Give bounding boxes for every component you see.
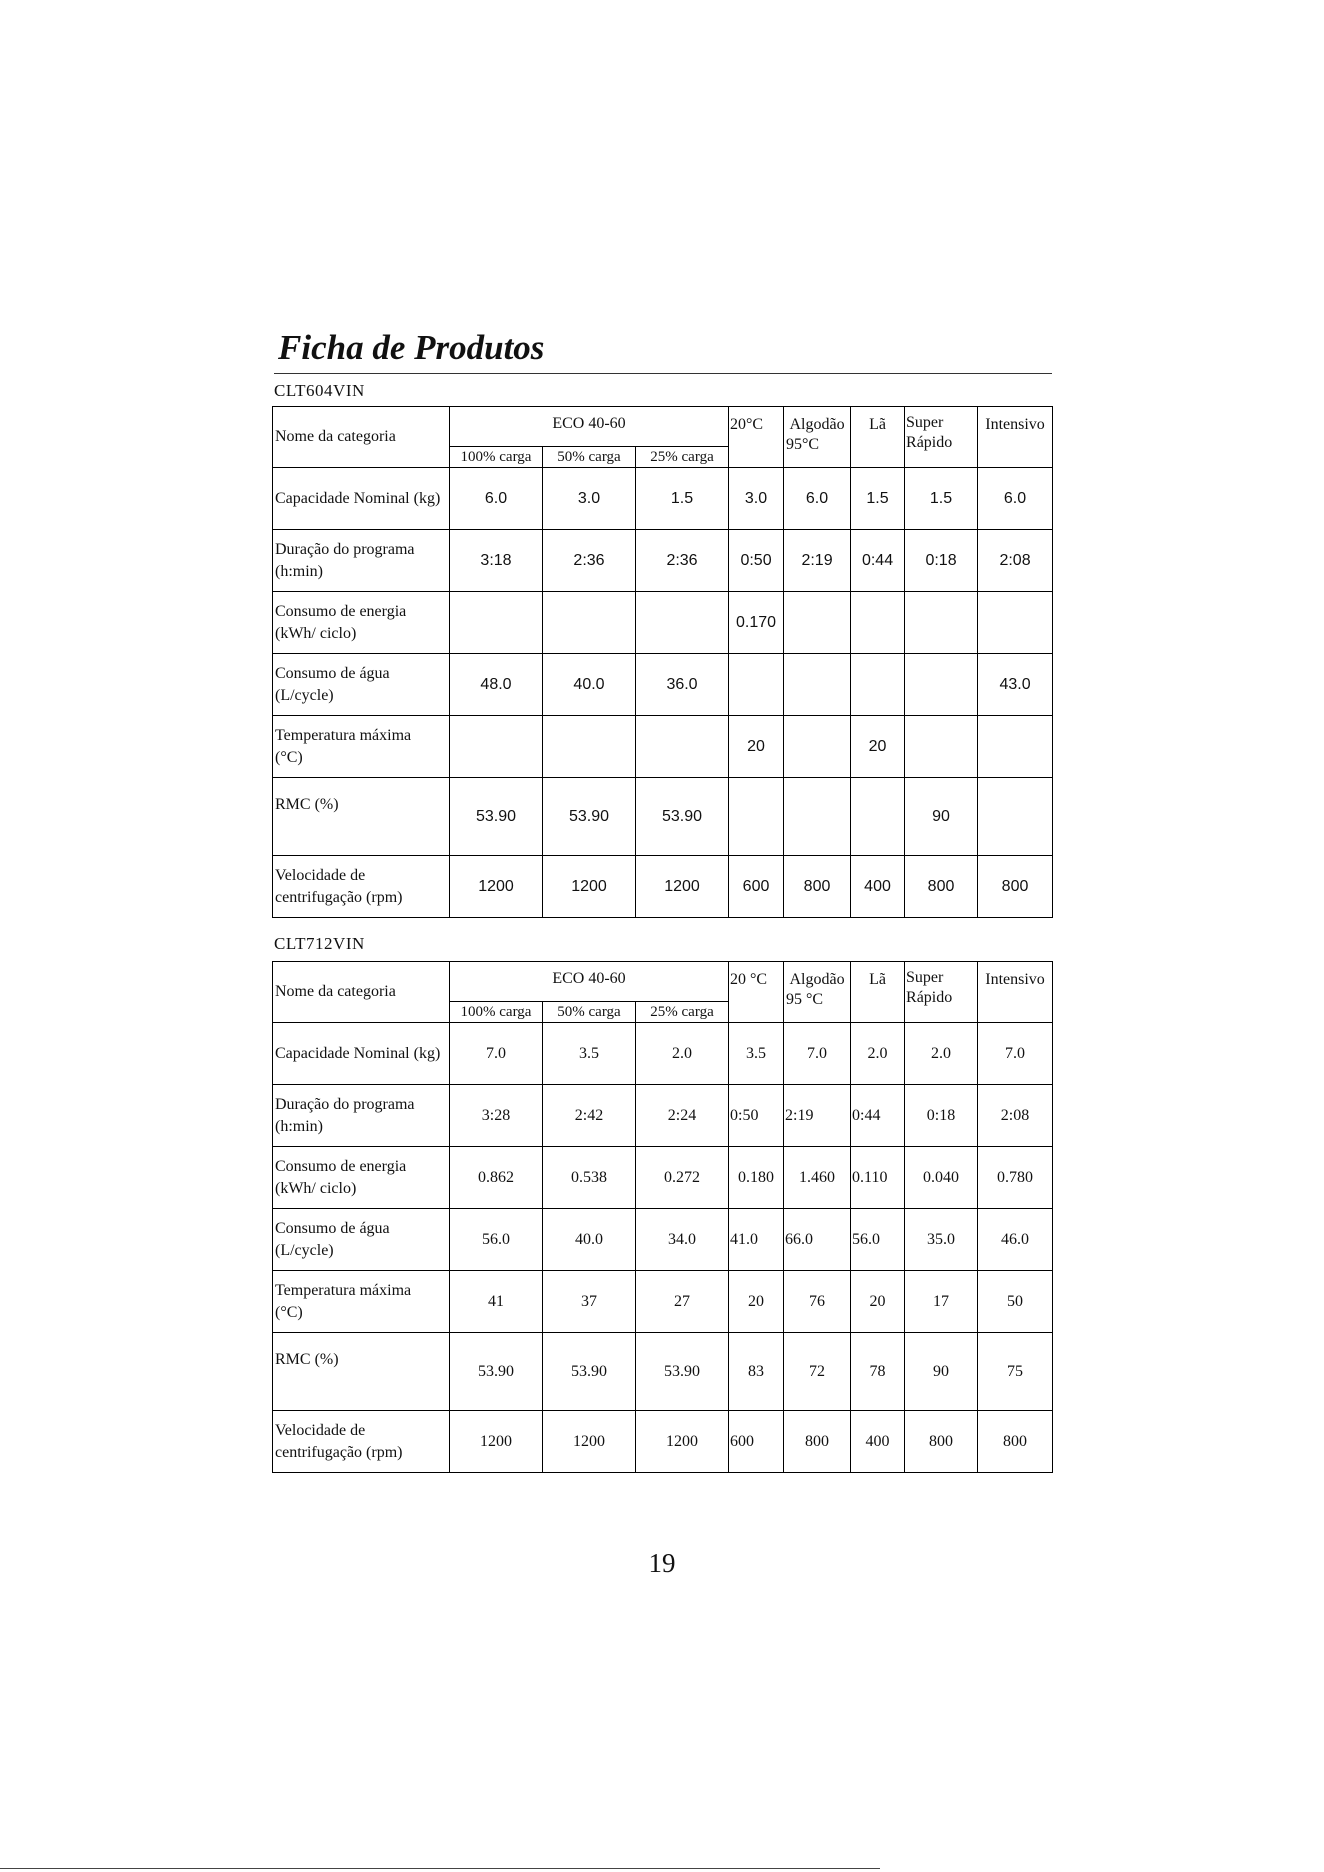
row-label: [273, 716, 450, 778]
table-cell: 800: [978, 1411, 1053, 1473]
table-row-rmc: [273, 1333, 1053, 1411]
table-cell: [450, 716, 543, 778]
table-cell: 400: [851, 856, 905, 918]
category-header: Nome da categoria: [273, 407, 450, 468]
table-cell: 1.5: [636, 468, 729, 530]
table-row-energy: [273, 592, 1053, 654]
header-super-line2: Rápido: [906, 989, 953, 1006]
header-20c: 20 °C: [729, 962, 784, 1023]
page-title: Ficha de Produtos: [278, 328, 545, 367]
table-row-water: [273, 1209, 1053, 1271]
row-label: RMC (%): [273, 778, 450, 856]
table-cell: 0.040: [905, 1147, 978, 1209]
table-cell: 35.0: [905, 1209, 978, 1271]
row-label-line2: (h:min): [275, 1117, 323, 1135]
table-cell: 0.170: [729, 592, 784, 654]
table-cell: [784, 592, 851, 654]
table-cell: 1200: [636, 1411, 729, 1473]
table-cell: 7.0: [978, 1023, 1053, 1085]
table-row-temp: [273, 1271, 1053, 1333]
table-cell: 75: [978, 1333, 1053, 1411]
table-cell: 1.5: [851, 468, 905, 530]
table-cell: [543, 592, 636, 654]
table-cell: 2:36: [636, 530, 729, 592]
table-cell: [978, 592, 1053, 654]
table-cell: [636, 592, 729, 654]
table-cell: 53.90: [450, 778, 543, 856]
table-row-temp: [273, 716, 1053, 778]
table-cell: 0.272: [636, 1147, 729, 1209]
table-cell: 48.0: [450, 654, 543, 716]
table-cell: 1200: [450, 1411, 543, 1473]
eco-sub-50: 50% carga: [543, 1002, 636, 1023]
row-label-line2: (L/cycle): [275, 686, 334, 704]
table-cell: [851, 592, 905, 654]
header-super-rapido: [905, 962, 978, 1023]
table-cell: 56.0: [851, 1209, 905, 1271]
table-cell: 43.0: [978, 654, 1053, 716]
table-cell: 0:18: [905, 1085, 978, 1147]
table-cell: 3.0: [729, 468, 784, 530]
eco-sub-25: 25% carga: [636, 1002, 729, 1023]
table-row-spin: [273, 856, 1053, 918]
table-cell: 3.0: [543, 468, 636, 530]
table-cell: 36.0: [636, 654, 729, 716]
table-cell: [636, 716, 729, 778]
table-cell: 53.90: [636, 1333, 729, 1411]
table-cell: 2:08: [978, 530, 1053, 592]
header-algodao-temp: 95 °C: [786, 991, 824, 1008]
row-label: Capacidade Nominal (kg): [273, 468, 450, 530]
table-cell: 0:50: [729, 1085, 784, 1147]
table-cell: 3.5: [543, 1023, 636, 1085]
row-label-line2: (kWh/ ciclo): [275, 1179, 357, 1197]
row-label-line1: Temperatura máxima: [275, 1281, 412, 1299]
table-cell: 53.90: [450, 1333, 543, 1411]
table-cell: [784, 654, 851, 716]
table-cell: 800: [784, 856, 851, 918]
table-row-spin: [273, 1411, 1053, 1473]
table-cell: 0.862: [450, 1147, 543, 1209]
row-label: Capacidade Nominal (kg): [273, 1023, 450, 1085]
table-cell: [851, 778, 905, 856]
table-cell: [450, 592, 543, 654]
table-cell: 3:18: [450, 530, 543, 592]
row-label-line1: Duração do programa: [275, 1095, 415, 1113]
table-cell: 1200: [543, 856, 636, 918]
row-label: RMC (%): [273, 1333, 450, 1411]
category-header: Nome da categoria: [273, 962, 450, 1023]
table-cell: 800: [905, 1411, 978, 1473]
header-super-line1: Super: [906, 969, 944, 986]
eco-sub-50: 50% carga: [543, 447, 636, 468]
row-label: [273, 1209, 450, 1271]
table-cell: 800: [978, 856, 1053, 918]
table-cell: [729, 778, 784, 856]
row-label-line2: (h:min): [275, 562, 323, 580]
table-cell: [543, 716, 636, 778]
table-cell: 20: [851, 1271, 905, 1333]
table-cell: 34.0: [636, 1209, 729, 1271]
table-cell: 3:28: [450, 1085, 543, 1147]
spec-table-clt604vin: [272, 406, 1053, 918]
table-cell: 53.90: [543, 1333, 636, 1411]
footer-divider: [0, 1868, 880, 1869]
table-cell: 50: [978, 1271, 1053, 1333]
table-cell: 0:18: [905, 530, 978, 592]
table-cell: 0.780: [978, 1147, 1053, 1209]
header-super-line1: Super: [906, 414, 944, 431]
table-cell: 41.0: [729, 1209, 784, 1271]
table-cell: 20: [729, 1271, 784, 1333]
row-label: [273, 654, 450, 716]
eco-sub-100: 100% carga: [450, 1002, 543, 1023]
table-row-rmc: [273, 778, 1053, 856]
table-cell: 20: [851, 716, 905, 778]
row-label: [273, 1147, 450, 1209]
table-cell: 2:08: [978, 1085, 1053, 1147]
table-cell: [905, 654, 978, 716]
eco-group-header: ECO 40-60: [450, 962, 729, 1002]
table-cell: 40.0: [543, 654, 636, 716]
table-cell: 2:19: [784, 1085, 851, 1147]
header-la: Lã: [851, 962, 905, 1023]
header-super-line2: Rápido: [906, 434, 953, 451]
table-row-capacity: [273, 468, 1053, 530]
table-cell: 600: [729, 856, 784, 918]
table-cell: 6.0: [978, 468, 1053, 530]
header-20c: 20°C: [729, 407, 784, 468]
row-label-line1: Velocidade de: [275, 866, 366, 884]
table-cell: 0.538: [543, 1147, 636, 1209]
header-intensivo: Intensivo: [978, 407, 1053, 468]
table-cell: 800: [905, 856, 978, 918]
table-cell: 1.460: [784, 1147, 851, 1209]
table-cell: 2.0: [851, 1023, 905, 1085]
table-cell: 0:50: [729, 530, 784, 592]
row-label: [273, 1411, 450, 1473]
row-label-line2: (°C): [275, 1303, 303, 1321]
table-cell: 600: [729, 1411, 784, 1473]
table-cell: [851, 654, 905, 716]
table-cell: [978, 778, 1053, 856]
table-cell: 0:44: [851, 530, 905, 592]
row-label-line2: (°C): [275, 748, 303, 766]
model-name-clt604vin: CLT604VIN: [274, 381, 365, 400]
row-label: [273, 856, 450, 918]
header-algodao-name: Algodão: [789, 971, 845, 988]
table-cell: [905, 716, 978, 778]
table-cell: [784, 716, 851, 778]
header-algodao: [784, 407, 851, 468]
table-row-duration: [273, 1085, 1053, 1147]
row-label-line1: Duração do programa: [275, 540, 415, 558]
table-cell: [905, 592, 978, 654]
table-cell: 37: [543, 1271, 636, 1333]
table-cell: 3.5: [729, 1023, 784, 1085]
row-label: [273, 1271, 450, 1333]
table-cell: 27: [636, 1271, 729, 1333]
table-cell: 800: [784, 1411, 851, 1473]
table-cell: 72: [784, 1333, 851, 1411]
header-algodao-temp: 95°C: [786, 436, 820, 453]
header-super-rapido: [905, 407, 978, 468]
spec-table-clt712vin: [272, 961, 1053, 1473]
row-label: [273, 1085, 450, 1147]
table-cell: 0:44: [851, 1085, 905, 1147]
eco-sub-100: 100% carga: [450, 447, 543, 468]
table-cell: 7.0: [450, 1023, 543, 1085]
row-label-line1: Consumo de água: [275, 664, 390, 682]
table-cell: [784, 778, 851, 856]
table-cell: 17: [905, 1271, 978, 1333]
table-cell: 1200: [636, 856, 729, 918]
page-number: 19: [648, 1548, 676, 1578]
model-name-clt712vin: CLT712VIN: [274, 934, 365, 953]
table-row-capacity: [273, 1023, 1053, 1085]
eco-group-header: ECO 40-60: [450, 407, 729, 447]
table-cell: 90: [905, 778, 978, 856]
table-cell: 83: [729, 1333, 784, 1411]
title-underline: [274, 373, 1052, 374]
header-intensivo: Intensivo: [978, 962, 1053, 1023]
row-label-line1: Consumo de água: [275, 1219, 390, 1237]
table-cell: 2:24: [636, 1085, 729, 1147]
table-cell: 2:36: [543, 530, 636, 592]
table-cell: 2.0: [636, 1023, 729, 1085]
row-label-line1: Consumo de energia: [275, 1157, 407, 1175]
row-label-line2: (kWh/ ciclo): [275, 624, 357, 642]
table-cell: 0.180: [729, 1147, 784, 1209]
table-cell: 66.0: [784, 1209, 851, 1271]
table-cell: 53.90: [636, 778, 729, 856]
header-la: Lã: [851, 407, 905, 468]
table-cell: 2:19: [784, 530, 851, 592]
row-label-line1: Temperatura máxima: [275, 726, 412, 744]
table-cell: 400: [851, 1411, 905, 1473]
table-cell: 78: [851, 1333, 905, 1411]
table-cell: 1200: [450, 856, 543, 918]
row-label-line2: centrifugação (rpm): [275, 1443, 403, 1461]
table-cell: [978, 716, 1053, 778]
table-cell: 76: [784, 1271, 851, 1333]
eco-sub-25: 25% carga: [636, 447, 729, 468]
table-row-duration: [273, 530, 1053, 592]
table-cell: 0.110: [851, 1147, 905, 1209]
header-algodao: [784, 962, 851, 1023]
table-cell: 6.0: [784, 468, 851, 530]
table-row-energy: [273, 1147, 1053, 1209]
row-label-line2: (L/cycle): [275, 1241, 334, 1259]
table-cell: 46.0: [978, 1209, 1053, 1271]
table-cell: 6.0: [450, 468, 543, 530]
row-label-line1: Velocidade de: [275, 1421, 366, 1439]
table-cell: 41: [450, 1271, 543, 1333]
row-label-line1: Consumo de energia: [275, 602, 407, 620]
header-algodao-name: Algodão: [789, 416, 845, 433]
table-cell: [729, 654, 784, 716]
table-cell: 1.5: [905, 468, 978, 530]
row-label-line2: centrifugação (rpm): [275, 888, 403, 906]
table-cell: 56.0: [450, 1209, 543, 1271]
table-cell: 7.0: [784, 1023, 851, 1085]
table-cell: 2.0: [905, 1023, 978, 1085]
table-cell: 2:42: [543, 1085, 636, 1147]
table-cell: 90: [905, 1333, 978, 1411]
table-cell: 20: [729, 716, 784, 778]
table-row-water: [273, 654, 1053, 716]
table-cell: 1200: [543, 1411, 636, 1473]
table-cell: 40.0: [543, 1209, 636, 1271]
row-label: [273, 592, 450, 654]
row-label: [273, 530, 450, 592]
table-cell: 53.90: [543, 778, 636, 856]
